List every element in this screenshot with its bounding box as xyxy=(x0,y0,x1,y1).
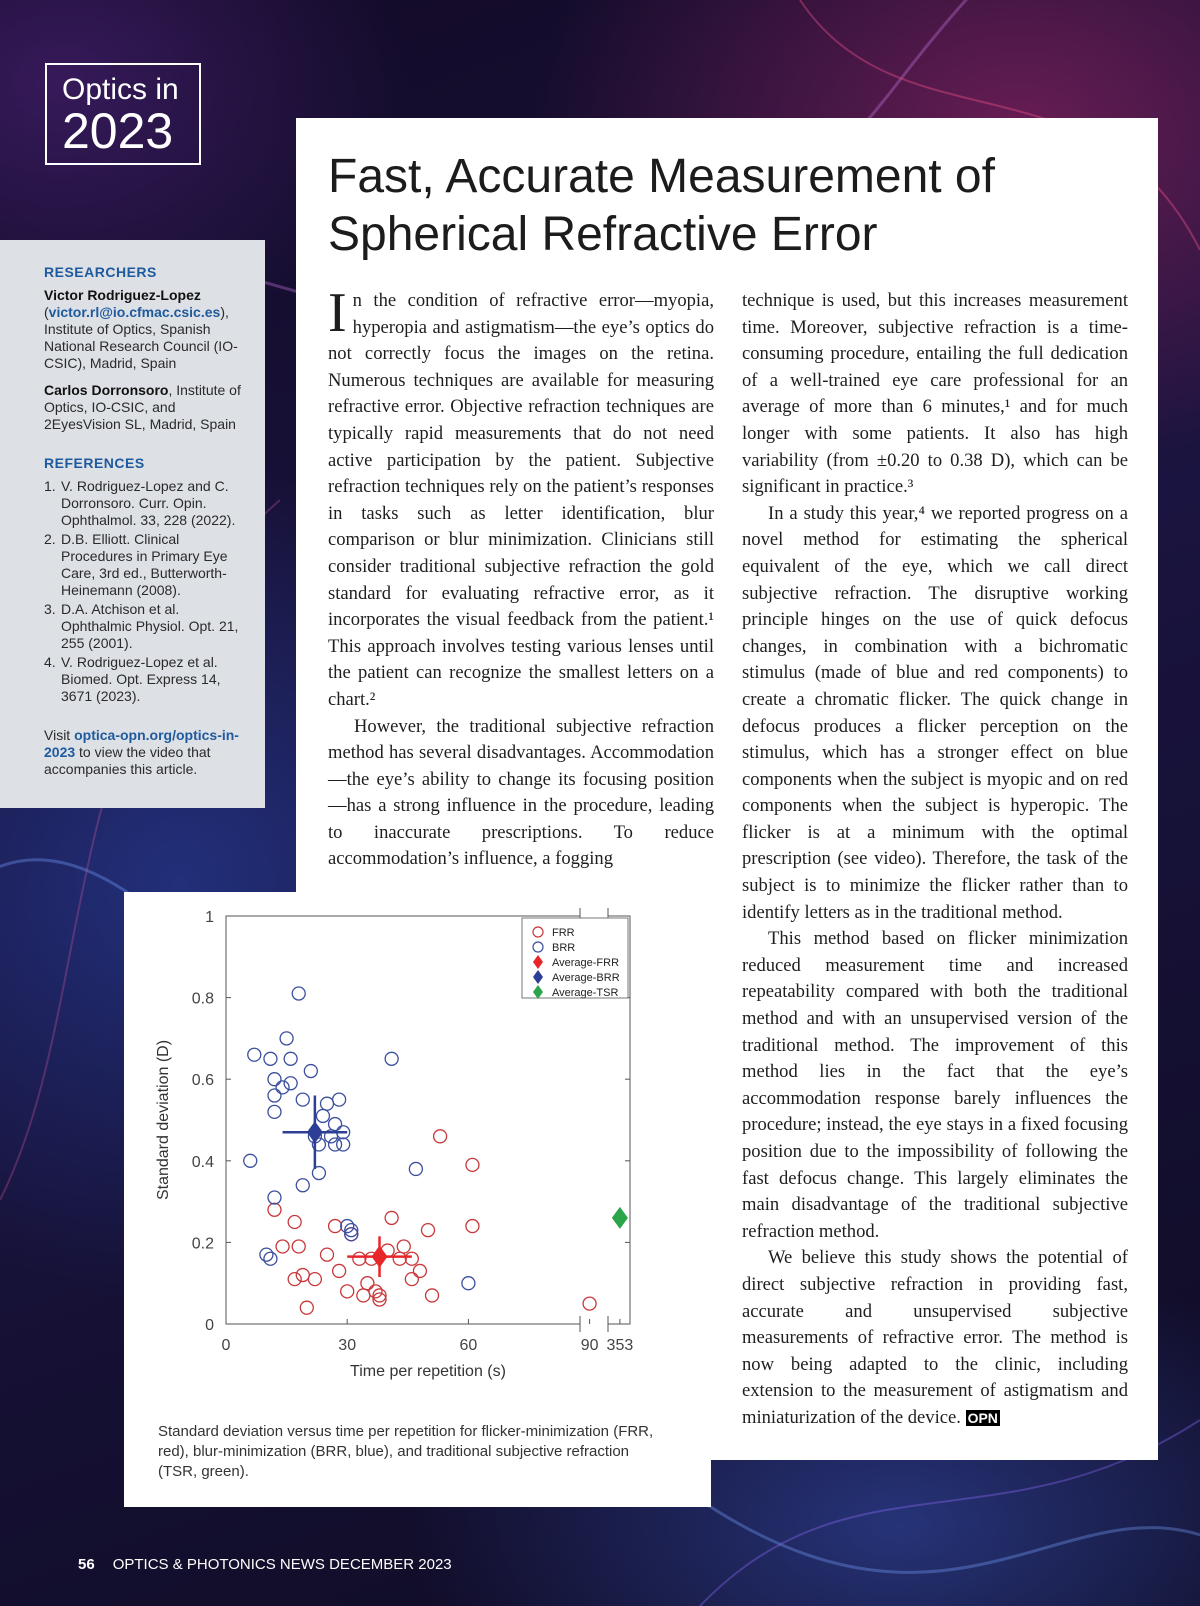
frr-point xyxy=(413,1264,426,1277)
x-tick-label: 30 xyxy=(338,1337,357,1354)
reference-item: 3. D.A. Atchison et al. Ophthalmic Physiol. Opt. 21, 255 (2001). xyxy=(44,601,239,651)
brr-point xyxy=(268,1105,281,1118)
paragraph: In the condition of refractive error—myopia, hyperopia and astigmatism—the eye’s optics do not correctly focus the images on the retina. Numerous techniques are available for measuring refractive error. Objective refraction techniques are typically rapid measurements that do not need active participation by the patient. Subjective refraction techniques rely on the patient’s responses in tasks such as letter identification, blur comparison or blur minimization. Clinicians still consider traditional subjective refraction the gold standard for evaluating refractive error, as it incorporates the visual feedback from the patient.¹ This approach involves testing various lenses until the patient can recognize the smallest letters on a chart.² xyxy=(328,282,714,710)
legend-label: BRR xyxy=(552,942,576,954)
frr-point xyxy=(268,1203,281,1216)
frr-point xyxy=(300,1301,313,1314)
frr-point xyxy=(426,1289,439,1302)
brr-point xyxy=(385,1052,398,1065)
paragraph: However, the traditional subjective refraction method has several disadvantages. Accommodation—the eye’s ability to change its focusing position—has a strong influence in the procedure, leading to inaccurate prescriptions. To reduce accommodation’s influence, a fogging xyxy=(328,715,714,870)
reference-item: 2. D.B. Elliott. Clinical Procedures in Primary Eye Care, 3rd ed., Butterworth-Heinemann (2008). xyxy=(44,531,228,598)
page-number: 56 xyxy=(78,1556,95,1573)
legend-label: FRR xyxy=(552,927,575,939)
researcher-2-affiliation: , Institute of Optics, IO-CSIC, and 2EyesVision SL, Madrid, Spain xyxy=(44,382,241,432)
end-mark: OPN xyxy=(967,1409,998,1426)
frr-point xyxy=(466,1220,479,1233)
brr-point xyxy=(284,1077,297,1090)
brr-point xyxy=(260,1248,273,1261)
scatter-chart xyxy=(124,892,711,1417)
brr-point xyxy=(292,987,305,1000)
frr-point xyxy=(296,1269,309,1282)
article-column-2 xyxy=(742,288,1128,1432)
brr-point xyxy=(333,1093,346,1106)
x-tick-label: 60 xyxy=(459,1337,478,1354)
frr-point xyxy=(341,1285,354,1298)
frr-point xyxy=(583,1297,596,1310)
frr-point xyxy=(434,1130,447,1143)
brr-point xyxy=(329,1138,342,1151)
brr-point xyxy=(268,1191,281,1204)
average-tsr-marker xyxy=(612,1207,628,1229)
researcher-2 xyxy=(44,382,249,433)
y-tick-label: 1 xyxy=(205,909,214,926)
figure-caption: Standard deviation versus time per repetition for flicker-minimization (FRR, red), blur-minimization (BRR, blue), and traditional subjective refraction (TSR, green). xyxy=(158,1423,654,1480)
y-axis-label: Standard deviation (D) xyxy=(155,1039,172,1201)
x-tick-label: 90 xyxy=(580,1337,599,1354)
frr-point xyxy=(369,1285,382,1298)
brr-point xyxy=(244,1154,257,1167)
brr-point xyxy=(321,1097,334,1110)
y-tick-label: 0 xyxy=(205,1317,214,1334)
researcher-1-affiliation: Institute of Optics, Spanish National Research Council (IO-CSIC), Madrid, Spain xyxy=(44,321,238,371)
y-tick-label: 0.2 xyxy=(191,1235,214,1253)
optics-in-2023-badge xyxy=(45,63,201,165)
brr-point xyxy=(276,1081,289,1094)
brr-point xyxy=(409,1162,422,1175)
brr-point xyxy=(296,1179,309,1192)
legend-label: Average-FRR xyxy=(552,957,620,969)
badge-line2: 2023 xyxy=(62,103,174,159)
frr-point xyxy=(353,1252,366,1265)
y-tick-label: 0.8 xyxy=(191,990,214,1008)
brr-point xyxy=(316,1109,329,1122)
brr-point xyxy=(264,1252,277,1265)
frr-point xyxy=(405,1273,418,1286)
frr-point xyxy=(361,1277,374,1290)
sidebar xyxy=(0,240,265,808)
frr-point xyxy=(466,1158,479,1171)
brr-point xyxy=(268,1089,281,1102)
brr-point xyxy=(264,1052,277,1065)
frr-point xyxy=(292,1240,305,1253)
x-axis-label: Time per repetition (s) xyxy=(350,1363,506,1380)
frr-point xyxy=(357,1289,370,1302)
paragraph: We believe this study shows the potential of direct subjective refraction in providing fast, accurate and unsupervised subjective measurements of refractive error. The method is now being adapted to the clinic, including extension to the measurement of astigmatism and miniaturization of the device. OPN xyxy=(742,1247,1128,1428)
frr-point xyxy=(288,1216,301,1229)
brr-point xyxy=(304,1065,317,1078)
reference-item: 4. V. Rodriguez-Lopez et al. Biomed. Opt. Express 14, 3671 (2023). xyxy=(44,654,221,704)
page-footer xyxy=(78,1556,452,1573)
drop-cap: I xyxy=(328,282,347,344)
axis-break-gap xyxy=(580,1318,608,1330)
frr-point xyxy=(276,1240,289,1253)
magazine-issue: OPTICS & PHOTONICS NEWS DECEMBER 2023 xyxy=(112,1556,452,1573)
paragraph: In a study this year,⁴ we reported progress on a novel method for estimating the spherical equivalent of the eye, which we call direct subjective refraction. The disruptive working principle hinges on the use of quick defocus changes, in combination with a bichromatic stimulus (made of blue and red components) to create a chromatic flicker. The quick change in defocus produces a flicker perception on the stimulus, which has a stronger effect on blue components when the subject is myopic and on red components when the subject is hyperopic. The flicker is at a minimum with the optimal prescription (see video). Therefore, the task of the subject is to minimize the flicker rather than to identify letters as in the traditional method. xyxy=(742,502,1128,923)
frr-point xyxy=(329,1220,342,1233)
brr-point xyxy=(329,1118,342,1131)
paragraph: This method based on flicker minimization reduced measurement time and increased repeatability compared with both the traditional method and with an unsupervised version of the traditional method. The improvement of this method lies in the fact that the eye’s accommodation response barely influences the procedure; instead, the eye stays in a fixed focusing position due to the impossibility of following the fast defocus change. This largely eliminates the main disadvantage of the traditional subjective refraction method. xyxy=(742,928,1128,1242)
researcher-1-name: Victor Rodriguez-Lopez xyxy=(44,287,201,303)
frr-point xyxy=(405,1252,418,1265)
brr-point xyxy=(280,1032,293,1045)
brr-point xyxy=(337,1138,350,1151)
video-note: Visit optica-opn.org/optics-in-2023 to view the video that accompanies this article. xyxy=(44,727,239,777)
brr-point xyxy=(268,1073,281,1086)
frr-point xyxy=(397,1240,410,1253)
brr-point xyxy=(296,1093,309,1106)
paragraph: technique is used, but this increases measurement time. Moreover, subjective refraction is a time-consuming procedure, entailing the full dedication of a well-trained eye care professional for an average of more than 6 minutes,¹ and for much longer with some patients. It also has high variability (from ±0.20 to 0.38 D), which can be significant in practice.³ xyxy=(742,290,1128,498)
brr-point xyxy=(248,1048,261,1061)
y-tick-label: 0.6 xyxy=(191,1072,214,1090)
frr-point xyxy=(422,1224,435,1237)
x-tick-label: 0 xyxy=(221,1337,231,1354)
y-tick-label: 0.4 xyxy=(191,1153,214,1171)
x-tick-label: 353 xyxy=(606,1337,634,1354)
frr-point xyxy=(393,1252,406,1265)
researcher-2-name: Carlos Dorronsoro xyxy=(44,382,169,398)
badge-line1: Optics in xyxy=(62,73,179,106)
brr-point xyxy=(341,1220,354,1233)
researcher-1: Victor Rodriguez-Lopez (victor.rl@io.cfmac.csic.es), Institute of Optics, Spanish National Research Council (IO-CSIC), Madrid, Spain xyxy=(44,287,238,371)
figure xyxy=(124,892,711,1507)
frr-point xyxy=(385,1211,398,1224)
video-link[interactable]: optica-opn.org/optics-in-2023 xyxy=(44,727,239,760)
article-title: Fast, Accurate Measurement of Spherical Refractive Error xyxy=(328,150,995,261)
references-list xyxy=(44,478,249,705)
researcher-1-email-link[interactable]: victor.rl@io.cfmac.csic.es xyxy=(48,304,221,320)
frr-point xyxy=(288,1273,301,1286)
frr-point xyxy=(308,1273,321,1286)
frr-point xyxy=(321,1248,334,1261)
article-column-1 xyxy=(328,282,714,873)
researchers-heading: RESEARCHERS xyxy=(44,264,157,280)
frr-point xyxy=(333,1264,346,1277)
legend-label: Average-TSR xyxy=(552,987,619,999)
brr-point xyxy=(284,1052,297,1065)
legend-label: Average-BRR xyxy=(552,972,620,984)
references-heading: REFERENCES xyxy=(44,455,145,471)
brr-point xyxy=(462,1277,475,1290)
reference-item: 1. V. Rodriguez-Lopez and C. Dorronsoro. Curr. Opin. Ophthalmol. 33, 228 (2022). xyxy=(44,478,236,528)
